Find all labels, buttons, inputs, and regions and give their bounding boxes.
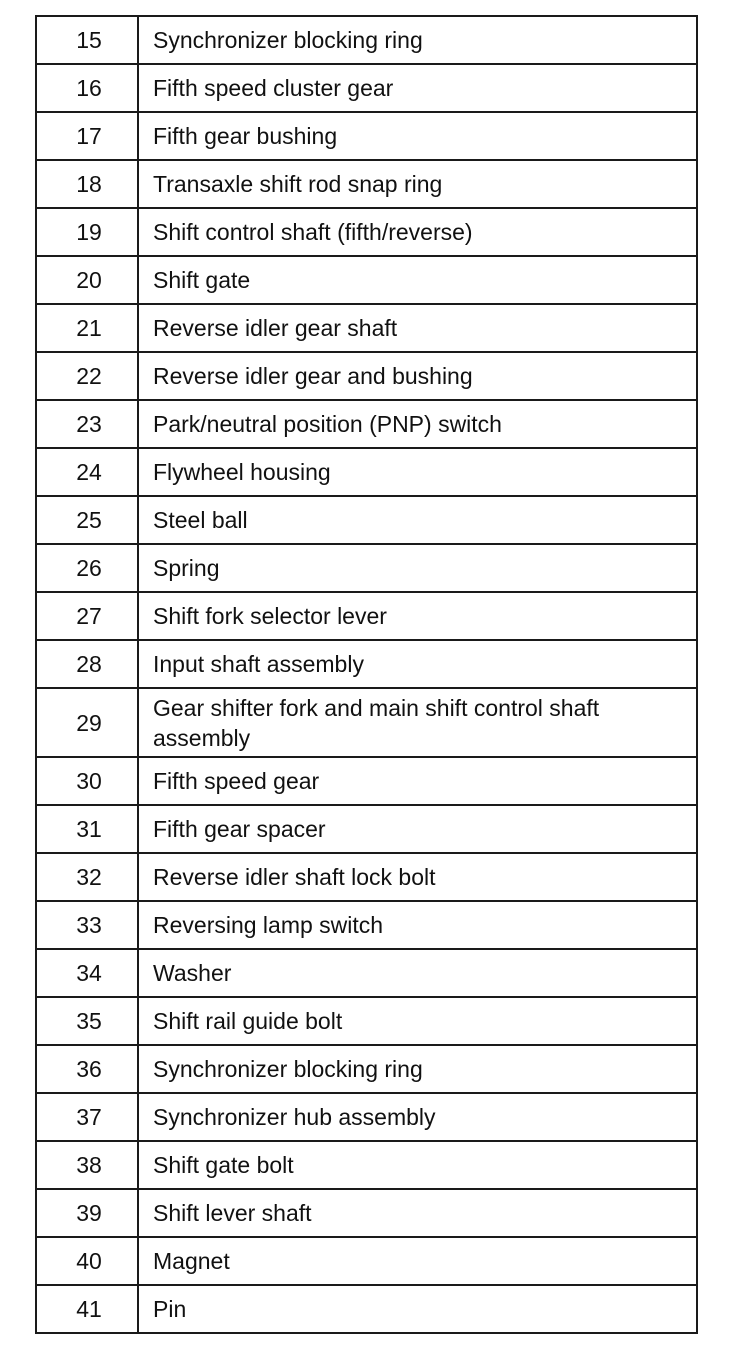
table-row bbox=[36, 757, 697, 805]
table-row bbox=[36, 1045, 697, 1093]
part-number: 34 bbox=[36, 949, 138, 997]
part-description: Synchronizer blocking ring bbox=[138, 1045, 697, 1093]
part-number: 17 bbox=[36, 112, 138, 160]
part-description: Shift lever shaft bbox=[138, 1189, 697, 1237]
table-row bbox=[36, 592, 697, 640]
part-number: 35 bbox=[36, 997, 138, 1045]
table-row bbox=[36, 64, 697, 112]
table-row bbox=[36, 640, 697, 688]
part-number: 19 bbox=[36, 208, 138, 256]
part-description: Pin bbox=[138, 1285, 697, 1333]
part-number: 29 bbox=[36, 688, 138, 757]
part-description: Transaxle shift rod snap ring bbox=[138, 160, 697, 208]
table-row bbox=[36, 853, 697, 901]
part-number: 22 bbox=[36, 352, 138, 400]
part-number: 23 bbox=[36, 400, 138, 448]
part-description: Flywheel housing bbox=[138, 448, 697, 496]
part-number: 41 bbox=[36, 1285, 138, 1333]
part-description: Park/neutral position (PNP) switch bbox=[138, 400, 697, 448]
part-number: 36 bbox=[36, 1045, 138, 1093]
part-number: 25 bbox=[36, 496, 138, 544]
part-number: 26 bbox=[36, 544, 138, 592]
table-row bbox=[36, 688, 697, 757]
parts-legend-table bbox=[35, 15, 698, 1334]
table-row bbox=[36, 901, 697, 949]
table-row bbox=[36, 400, 697, 448]
part-description: Shift gate bolt bbox=[138, 1141, 697, 1189]
part-description: Washer bbox=[138, 949, 697, 997]
table-row bbox=[36, 1285, 697, 1333]
part-number: 30 bbox=[36, 757, 138, 805]
part-description: Magnet bbox=[138, 1237, 697, 1285]
table-row bbox=[36, 1237, 697, 1285]
part-number: 31 bbox=[36, 805, 138, 853]
part-description: Shift rail guide bolt bbox=[138, 997, 697, 1045]
part-number: 38 bbox=[36, 1141, 138, 1189]
table-row bbox=[36, 496, 697, 544]
table-row bbox=[36, 1093, 697, 1141]
table-row bbox=[36, 208, 697, 256]
table-row bbox=[36, 256, 697, 304]
part-description: Spring bbox=[138, 544, 697, 592]
table-row bbox=[36, 1189, 697, 1237]
part-number: 27 bbox=[36, 592, 138, 640]
parts-legend-body bbox=[36, 16, 697, 1333]
part-description: Shift control shaft (fifth/reverse) bbox=[138, 208, 697, 256]
part-description: Reversing lamp switch bbox=[138, 901, 697, 949]
part-description: Synchronizer hub assembly bbox=[138, 1093, 697, 1141]
part-number: 15 bbox=[36, 16, 138, 64]
table-row bbox=[36, 16, 697, 64]
part-number: 37 bbox=[36, 1093, 138, 1141]
table-row bbox=[36, 352, 697, 400]
part-number: 32 bbox=[36, 853, 138, 901]
part-description: Synchronizer blocking ring bbox=[138, 16, 697, 64]
part-description: Reverse idler shaft lock bolt bbox=[138, 853, 697, 901]
part-number: 24 bbox=[36, 448, 138, 496]
table-row bbox=[36, 805, 697, 853]
table-row bbox=[36, 160, 697, 208]
table-row bbox=[36, 997, 697, 1045]
part-description: Fifth speed gear bbox=[138, 757, 697, 805]
part-number: 28 bbox=[36, 640, 138, 688]
part-number: 21 bbox=[36, 304, 138, 352]
table-row bbox=[36, 949, 697, 997]
table-row bbox=[36, 544, 697, 592]
part-description: Fifth gear bushing bbox=[138, 112, 697, 160]
part-description: Fifth speed cluster gear bbox=[138, 64, 697, 112]
part-number: 16 bbox=[36, 64, 138, 112]
part-description: Reverse idler gear and bushing bbox=[138, 352, 697, 400]
part-number: 20 bbox=[36, 256, 138, 304]
table-row bbox=[36, 1141, 697, 1189]
part-number: 18 bbox=[36, 160, 138, 208]
part-number: 40 bbox=[36, 1237, 138, 1285]
part-description: Shift fork selector lever bbox=[138, 592, 697, 640]
part-description: Steel ball bbox=[138, 496, 697, 544]
part-description: Input shaft assembly bbox=[138, 640, 697, 688]
part-description: Gear shifter fork and main shift control shaft assembly bbox=[138, 688, 697, 757]
part-description: Fifth gear spacer bbox=[138, 805, 697, 853]
part-description: Reverse idler gear shaft bbox=[138, 304, 697, 352]
table-row bbox=[36, 304, 697, 352]
table-row bbox=[36, 448, 697, 496]
part-number: 33 bbox=[36, 901, 138, 949]
part-number: 39 bbox=[36, 1189, 138, 1237]
part-description: Shift gate bbox=[138, 256, 697, 304]
table-row bbox=[36, 112, 697, 160]
